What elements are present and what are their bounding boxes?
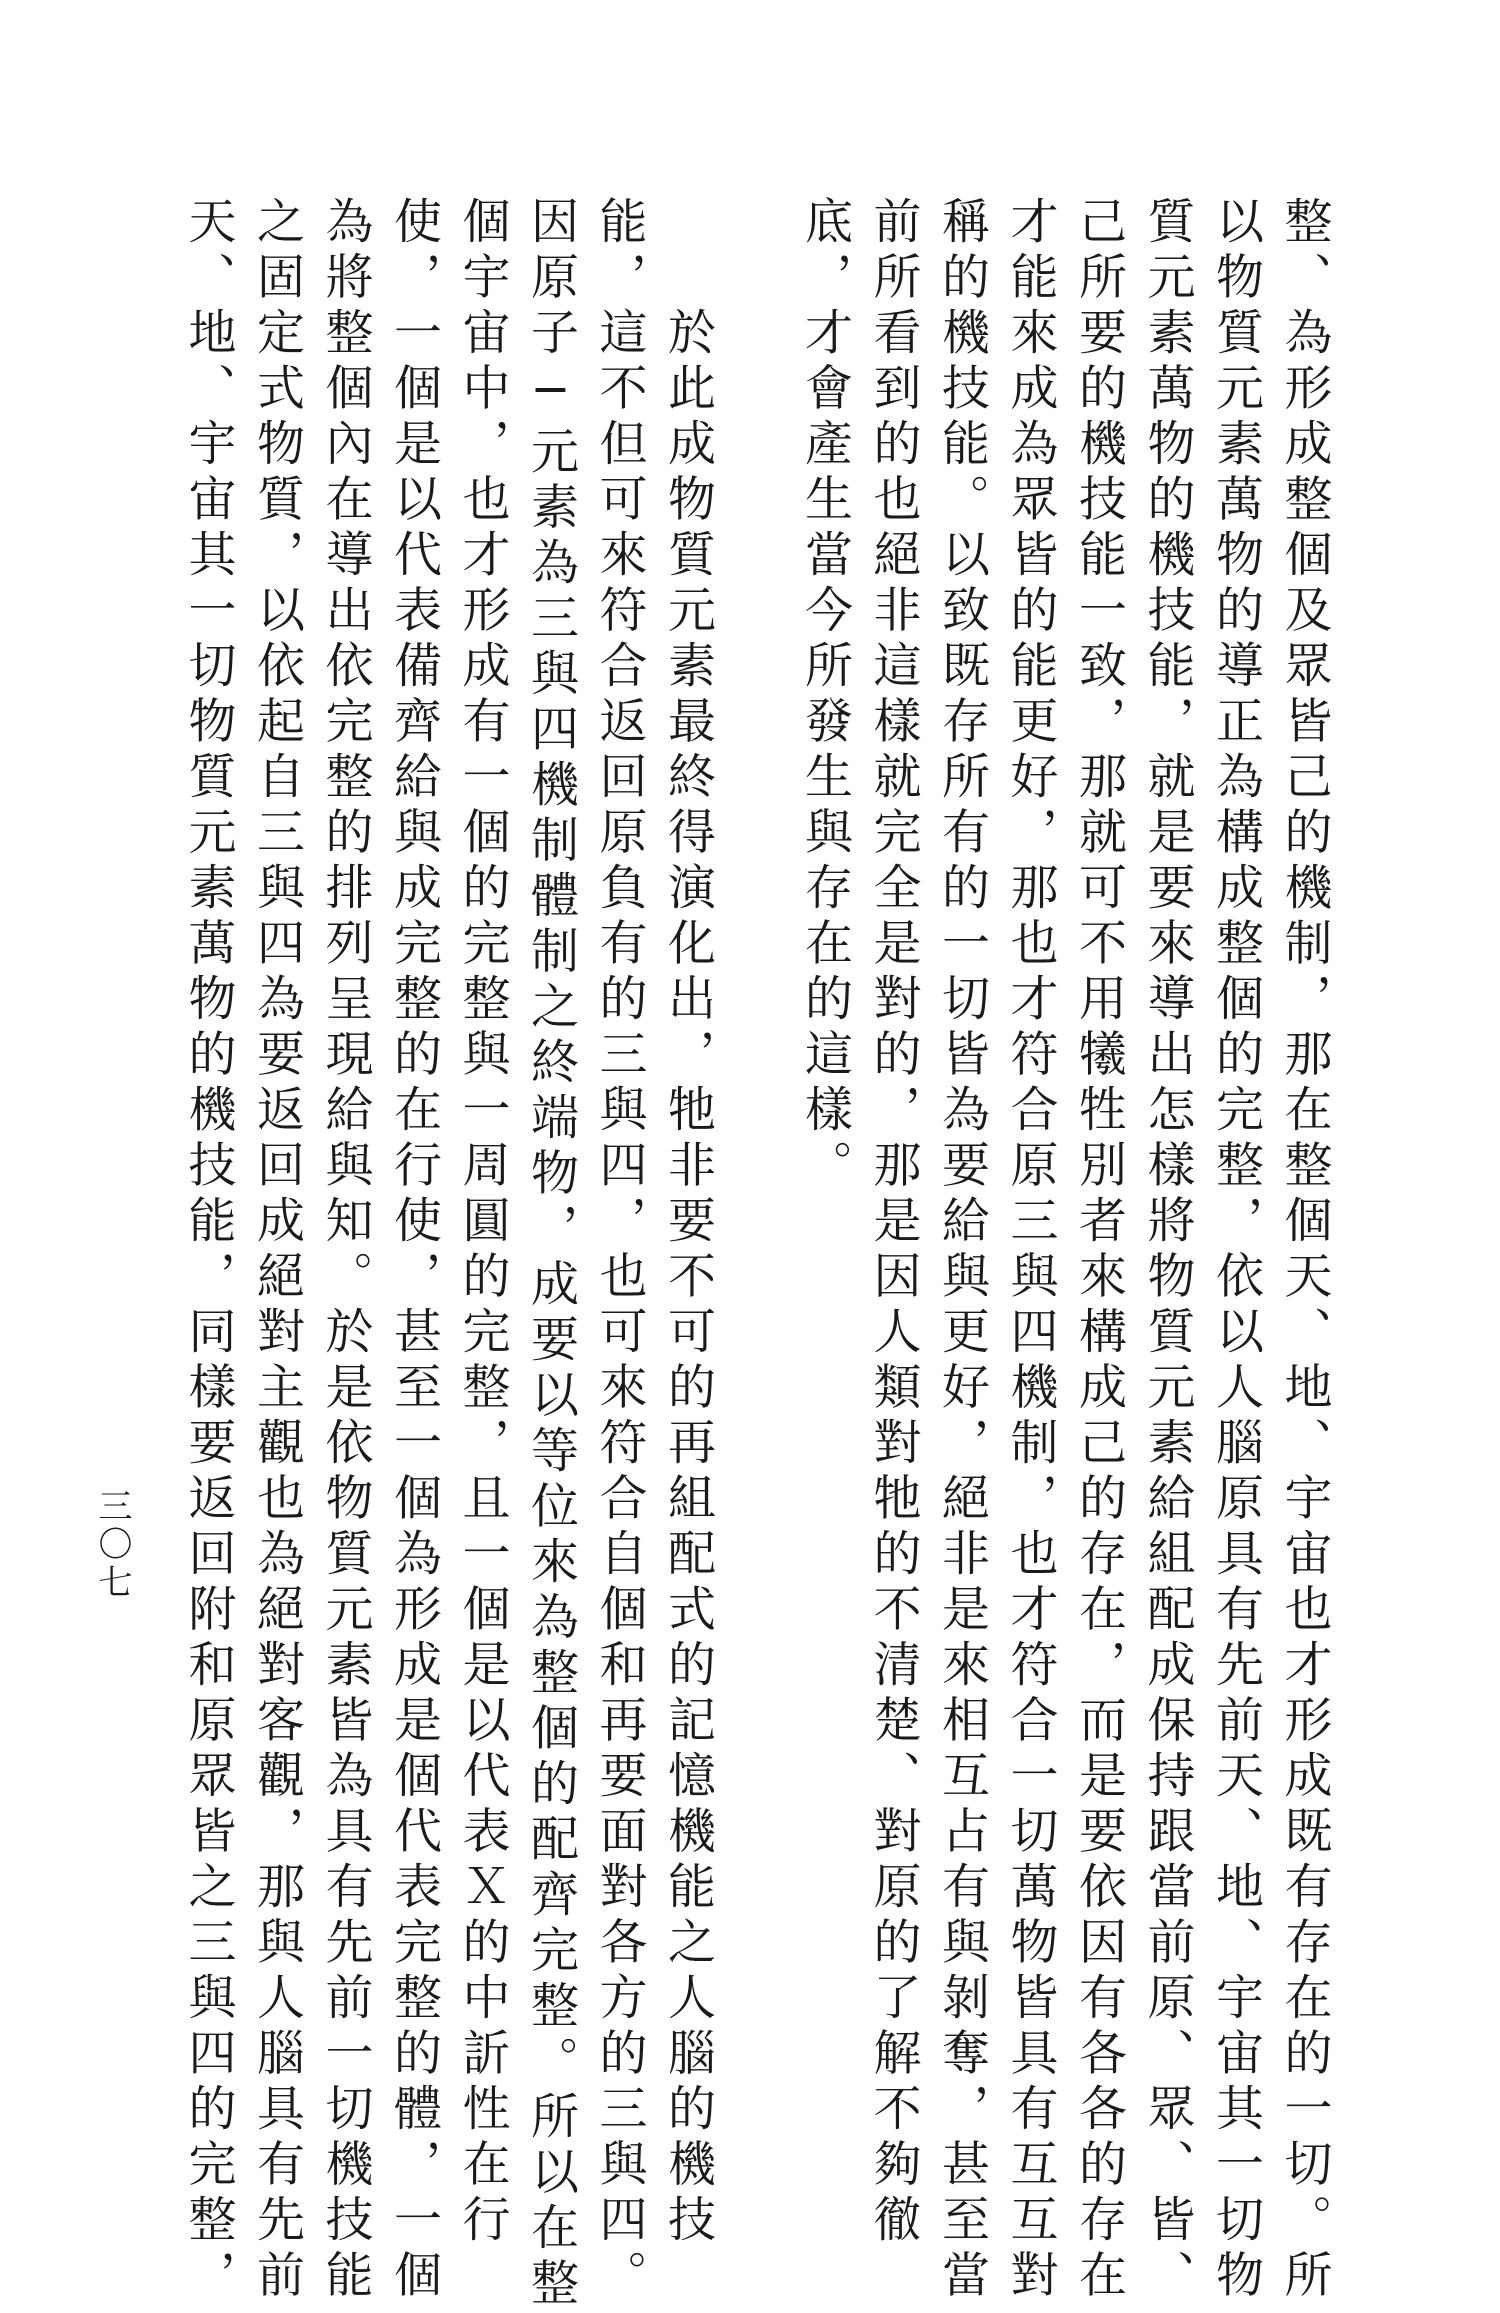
page-number: 三〇七 [92, 1488, 132, 1602]
text-column: 為將整個內在導出依完整的排列呈現給與知。於是依物質元素皆為具有先前一切機技能 [317, 196, 373, 2305]
text-column: 因原子─元素為三與四機制體制之終端物，成要以等位來為整個的配齊完整。所以在整 [522, 196, 579, 2313]
paragraph-gap [722, 196, 791, 1956]
text-column: 底，才會產生當今所發生與存在的這樣。 [796, 196, 853, 1195]
text-column: 個宇宙中，也才形成有一個的完整與一周圓的完整，且一個是以代表Ｘ的中訢性在行 [454, 196, 510, 2250]
vertical-text-body [174, 196, 1339, 2313]
text-column: 才能來成為眾皆的能更好，那也才符合原三與四機制，也才符合一切萬物皆具有互互對 [1002, 196, 1058, 2305]
text-column: 以物質元素萬物的導正為構成整個的完整，依以人腦原具有先前天、地、宇宙其一切物 [1207, 196, 1264, 2305]
text-column: 之固定式物質，以依起自三與四為要返回成絕對主觀也為絕對客觀，那與人腦具有先前 [248, 196, 305, 2305]
text-column: 稱的機技能。以致既存所有的一切皆為要給與更好，絕非是來相互占有與剝奪，甚至當 [933, 196, 990, 2305]
text-column: 整、為形成整個及眾皆己的機制，那在整個天、地、宇宙也才形成既有存在的一切。所 [1276, 196, 1332, 2305]
text-column: 天、地、宇宙其一切物質元素萬物的機技能，同樣要返回附和原眾皆之三與四的完整， [180, 196, 236, 2305]
text-column: 能，這不但可來符合返回原負有的三與四，也可來符合自個和再要面對各方的三與四。 [591, 196, 647, 2305]
text-column-indented: 於此成物質元素最終得演化出，牠非要不可的再組配式的記憶機能之人腦的機技 [659, 307, 716, 2250]
text-column: 己所要的機技能一致，那就可不用犧牲別者來構成己的存在，而是要依因有各各的存在 [1070, 196, 1127, 2305]
text-column: 前所看到的也絕非這樣就完全是對的，那是因人類對牠的不清楚、對原的了解不夠徹 [865, 196, 921, 2250]
text-column: 使，一個是以代表備齊給與成完整的在行使，甚至一個為形成是個代表完整的體，一個 [385, 196, 442, 2305]
text-column: 質元素萬物的機技能，就是要來導出怎樣將物質元素給組配成保持跟當前原、眾、皆、 [1139, 196, 1195, 2305]
